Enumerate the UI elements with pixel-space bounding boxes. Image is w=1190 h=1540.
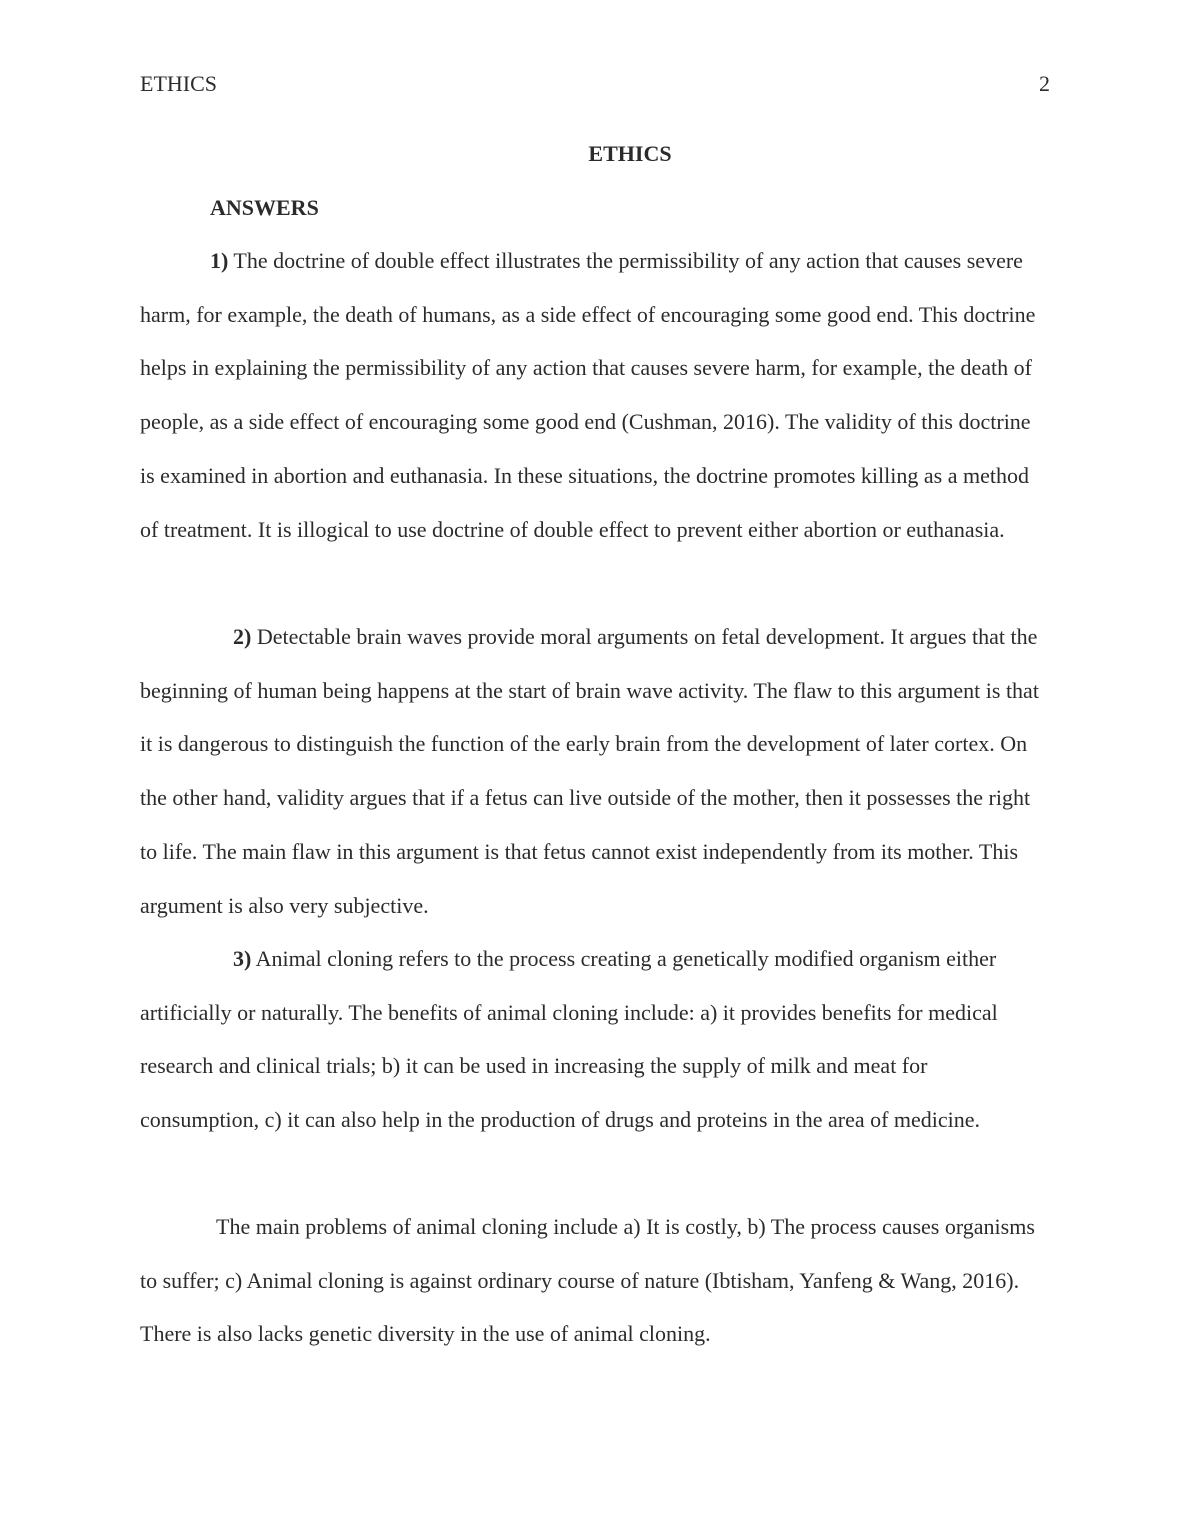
paragraph-2 <box>140 610 1050 932</box>
paragraph-4 <box>140 1200 1050 1361</box>
paragraph-text: The main problems of animal cloning include a) It is costly, b) The process causes organisms to suffer; c) Animal cloning is against ordinary course of nature (Ibtisham, Yanfeng & Wang, 2016). There is also lacks genetic diversity in the use of animal cloning. <box>140 1214 1035 1347</box>
paragraph-text: The doctrine of double effect illustrates the permissibility of any action that causes severe harm, for example, the death of humans, as a side effect of encouraging some good end. This doctrine helps in explaining the permissibility of any action that causes severe harm, for example, the death of people, as a side effect of encouraging some good end (Cushman, 2016). The validity of this doctrine is examined in abortion and euthanasia. In these situations, the doctrine promotes killing as a method of treatment. It is illogical to use doctrine of double effect to prevent either abortion or euthanasia. <box>140 248 1036 542</box>
paragraph-1 <box>140 234 1050 556</box>
paragraph-3 <box>140 932 1050 1147</box>
paragraph-text: Detectable brain waves provide moral arguments on fetal development. It argues that the beginning of human being happens at the start of brain wave activity. The flaw to this argument is that it is dangerous to distinguish the function of the early brain from the development of later cortex. On the other hand, validity argues that if a fetus can live outside of the mother, then it possesses the right to life. The main flaw in this argument is that fetus cannot exist independently from its mother. This argument is also very subjective. <box>140 624 1039 918</box>
paragraph-number: 2) <box>233 624 252 649</box>
document-title: ETHICS <box>588 141 672 166</box>
running-head: ETHICS <box>140 71 217 96</box>
page-number: 2 <box>1039 71 1050 96</box>
section-heading: ANSWERS <box>210 195 319 220</box>
paragraph-number: 3) <box>233 946 252 971</box>
paragraph-text: Animal cloning refers to the process creating a genetically modified organism either artificially or naturally. The benefits of animal cloning include: a) it provides benefits for medical research and clinical trials; b) it can be used in increasing the supply of milk and meat for consumption, c) it can also help in the production of drugs and proteins in the area of medicine. <box>140 946 998 1133</box>
paragraph-number: 1) <box>210 248 229 273</box>
